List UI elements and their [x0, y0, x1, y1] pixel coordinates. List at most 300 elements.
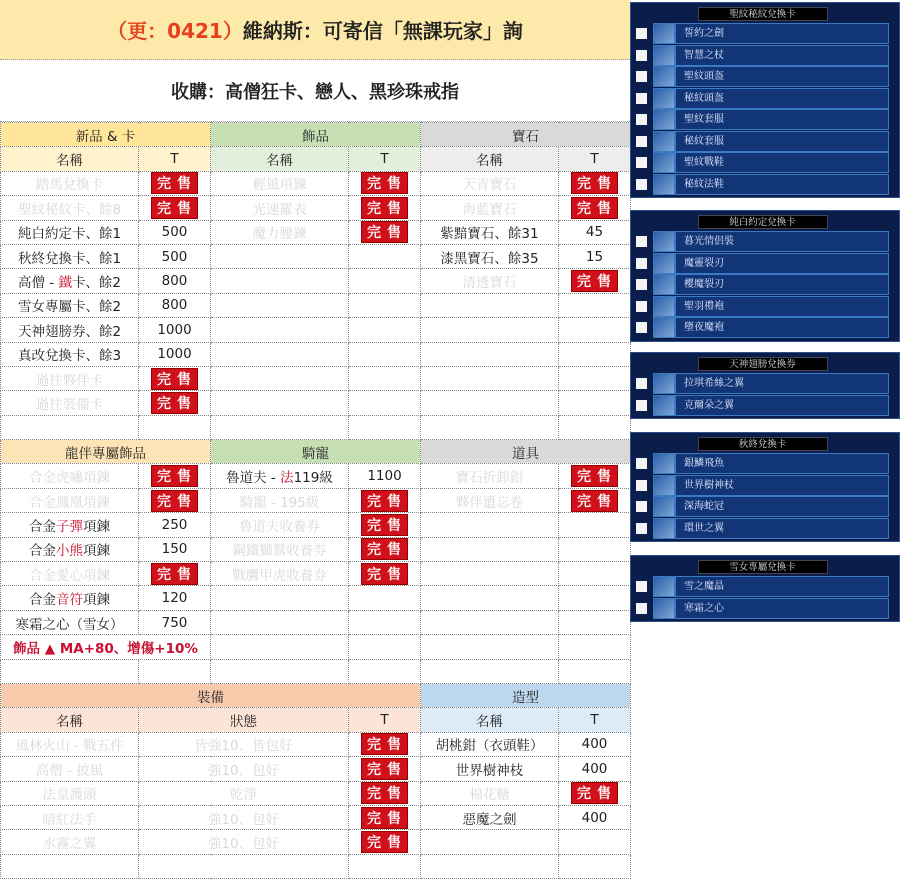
price-cell — [139, 562, 211, 586]
text-segment: 魯道夫 - — [226, 470, 281, 487]
table-row — [1, 562, 631, 586]
sold-out-stamp: 完售 — [571, 782, 618, 804]
table-cell: 海藍寶石 — [421, 196, 559, 220]
item-label: 秘紋套服 — [675, 131, 889, 152]
price-table — [0, 122, 631, 879]
table-cell: 踏馬兌換卡 — [1, 171, 139, 195]
table-cell: 純白約定卡、餘1 — [1, 220, 139, 244]
table-row — [1, 464, 631, 488]
section-header: 寶石 — [421, 123, 631, 147]
price-cell — [349, 171, 421, 195]
table-cell: 清透寶石 — [421, 269, 559, 293]
table-cell — [421, 635, 559, 659]
checkbox[interactable] — [636, 581, 647, 592]
item-icon — [653, 518, 675, 539]
column-header: T — [349, 147, 421, 171]
section-header: 新品 & 卡 — [1, 123, 211, 147]
item-label: 墮夜魔袍 — [675, 317, 889, 338]
table-cell — [211, 244, 349, 268]
exchange-item[interactable] — [636, 45, 889, 67]
table-cell: 魔力腰鍊 — [211, 220, 349, 244]
table-cell — [349, 391, 421, 415]
item-label: 櫻魔裂刃 — [675, 274, 889, 295]
table-cell: 400 — [559, 757, 631, 781]
item-icon — [653, 475, 675, 496]
checkbox[interactable] — [636, 523, 647, 534]
table-cell — [421, 659, 559, 683]
table-cell: 寒霜之心（雪女） — [1, 610, 139, 634]
text-segment: 小熊 — [56, 543, 83, 560]
item-icon — [653, 373, 675, 394]
item-icon — [653, 23, 675, 44]
table-cell: 秋終兌換卡、餘1 — [1, 244, 139, 268]
table-cell: 45 — [559, 220, 631, 244]
table-cell — [559, 854, 631, 878]
price-cell — [349, 220, 421, 244]
table-cell — [421, 586, 559, 610]
section-header-row — [1, 683, 631, 707]
table-cell: 強10、包好 — [139, 805, 349, 829]
exchange-item[interactable] — [636, 88, 889, 110]
section-header: 飾品 — [211, 123, 421, 147]
checkbox[interactable] — [636, 501, 647, 512]
table-row — [1, 805, 631, 829]
price-cell — [559, 196, 631, 220]
item-icon — [653, 274, 675, 295]
column-header-row — [1, 147, 631, 171]
item-icon — [653, 576, 675, 597]
exchange-item[interactable] — [636, 152, 889, 174]
item-icon — [653, 109, 675, 130]
table-cell — [211, 610, 349, 634]
table-cell — [139, 415, 211, 439]
item-label: 世界樹神杖 — [675, 475, 889, 496]
checkbox[interactable] — [636, 236, 647, 247]
table-cell: 過往裝備卡 — [1, 391, 139, 415]
section-header-row — [1, 123, 631, 147]
item-icon — [653, 598, 675, 619]
table-cell: 合金鳳凰項鍊 — [1, 488, 139, 512]
table-cell — [211, 318, 349, 342]
table-cell — [559, 318, 631, 342]
column-header-row — [1, 708, 631, 732]
price-cell — [559, 171, 631, 195]
table-row — [1, 757, 631, 781]
panel-title: 天神翅膀兌換券 — [698, 357, 828, 371]
exchange-item[interactable] — [636, 453, 889, 475]
sold-out-stamp: 完售 — [361, 490, 408, 512]
item-icon — [653, 453, 675, 474]
exchange-panel — [630, 2, 900, 198]
item-icon — [653, 45, 675, 66]
text-segment: 高僧 - — [17, 275, 59, 292]
table-cell: 魯道夫收養券 — [211, 513, 349, 537]
exchange-panel — [630, 555, 900, 622]
price-cell — [349, 537, 421, 561]
table-cell: 強10、包好 — [139, 757, 349, 781]
item-label: 智慧之杖 — [675, 45, 889, 66]
checkbox[interactable] — [636, 258, 647, 269]
text-segment: 項鍊 — [83, 592, 110, 609]
page-title — [0, 0, 630, 60]
table-cell: 光速羅表 — [211, 196, 349, 220]
checkbox[interactable] — [636, 301, 647, 312]
exchange-item[interactable] — [636, 395, 889, 417]
table-cell — [421, 513, 559, 537]
text-segment: 音符 — [56, 592, 83, 609]
price-cell — [349, 513, 421, 537]
table-cell — [211, 342, 349, 366]
exchange-item[interactable] — [636, 23, 889, 45]
table-cell: 暗紅法手 — [1, 805, 139, 829]
sold-out-stamp: 完售 — [571, 172, 618, 194]
panel-title: 聖紋秘紋兌換卡 — [698, 7, 828, 21]
table-row — [1, 293, 631, 317]
sold-out-stamp: 完售 — [361, 172, 408, 194]
table-cell — [559, 830, 631, 854]
table-cell — [559, 293, 631, 317]
column-header: 名稱 — [1, 708, 139, 732]
table-cell: 漆黑寶石、餘35 — [421, 244, 559, 268]
table-cell — [349, 854, 421, 878]
table-cell — [421, 830, 559, 854]
table-cell — [421, 318, 559, 342]
item-icon — [653, 174, 675, 195]
section-header: 造型 — [421, 683, 631, 707]
checkbox[interactable] — [636, 179, 647, 190]
item-icon — [653, 88, 675, 109]
exchange-item[interactable] — [636, 296, 889, 318]
exchange-item[interactable] — [636, 66, 889, 88]
table-cell — [559, 537, 631, 561]
price-cell — [139, 366, 211, 390]
exchange-item[interactable] — [636, 598, 889, 620]
table-cell: 法皇護頭 — [1, 781, 139, 805]
checkbox[interactable] — [636, 136, 647, 147]
checkbox[interactable] — [636, 480, 647, 491]
sold-out-stamp: 完售 — [361, 514, 408, 536]
sold-out-stamp: 完售 — [571, 197, 618, 219]
table-cell — [559, 391, 631, 415]
price-cell — [349, 732, 421, 756]
table-cell — [211, 635, 349, 659]
exchange-item[interactable] — [636, 109, 889, 131]
price-cell — [139, 464, 211, 488]
table-cell: 乾淨 — [139, 781, 349, 805]
table-cell — [559, 586, 631, 610]
exchange-panel — [630, 210, 900, 342]
exchange-item[interactable] — [636, 253, 889, 275]
table-cell — [1, 854, 139, 878]
table-cell: 1100 — [349, 464, 421, 488]
table-cell: 500 — [139, 244, 211, 268]
table-row — [1, 513, 631, 537]
text-segment: 子彈 — [56, 518, 83, 535]
table-cell: 天青寶石 — [421, 171, 559, 195]
table-row — [1, 659, 631, 683]
table-cell — [211, 293, 349, 317]
table-cell: 胡桃鉗（衣頭鞋） — [421, 732, 559, 756]
table-cell: 紫黯寶石、餘31 — [421, 220, 559, 244]
table-cell: 高僧 - 披風 — [1, 757, 139, 781]
column-header: 狀態 — [139, 708, 349, 732]
table-cell — [349, 318, 421, 342]
sold-out-stamp: 完售 — [151, 563, 198, 585]
text-segment: 卡、餘2 — [71, 275, 122, 292]
table-cell — [421, 562, 559, 586]
sold-out-stamp: 完售 — [151, 465, 198, 487]
section-header: 騎寵 — [211, 440, 421, 464]
checkbox[interactable] — [636, 603, 647, 614]
sold-out-stamp: 完售 — [571, 465, 618, 487]
table-cell: 750 — [139, 610, 211, 634]
table-cell: 400 — [559, 732, 631, 756]
table-cell — [559, 342, 631, 366]
table-cell — [559, 415, 631, 439]
text-segment: 鐵 — [58, 275, 72, 292]
update-date: （更：0421） — [107, 19, 243, 43]
checkbox[interactable] — [636, 400, 647, 411]
table-cell — [421, 293, 559, 317]
sold-out-stamp: 完售 — [151, 392, 198, 414]
sold-out-stamp: 完售 — [151, 172, 198, 194]
table-cell: 800 — [139, 293, 211, 317]
checkbox[interactable] — [636, 378, 647, 389]
column-header: 名稱 — [421, 708, 559, 732]
checkbox[interactable] — [636, 322, 647, 333]
table-cell: 500 — [139, 220, 211, 244]
table-cell — [349, 269, 421, 293]
price-cell — [349, 562, 421, 586]
table-cell — [349, 659, 421, 683]
table-row — [1, 830, 631, 854]
item-label: 魔靈裂刃 — [675, 253, 889, 274]
item-icon — [653, 231, 675, 252]
price-cell — [349, 757, 421, 781]
table-cell: 鋼鐵獅鷲收養券 — [211, 537, 349, 561]
price-cell — [139, 171, 211, 195]
table-row — [1, 732, 631, 756]
price-cell — [559, 269, 631, 293]
table-cell — [1, 537, 139, 561]
table-cell — [349, 342, 421, 366]
table-cell: 800 — [139, 269, 211, 293]
table-row — [1, 342, 631, 366]
column-header: 名稱 — [1, 147, 139, 171]
table-cell: 聖紋秘紋卡、餘8 — [1, 196, 139, 220]
table-cell — [421, 854, 559, 878]
checkbox[interactable] — [636, 93, 647, 104]
text-segment: 項鍊 — [83, 518, 110, 535]
panel-title: 純白約定兌換卡 — [698, 215, 828, 229]
table-cell: 棉花糖 — [421, 781, 559, 805]
table-cell — [1, 513, 139, 537]
item-icon — [653, 66, 675, 87]
sold-out-stamp: 完售 — [361, 807, 408, 829]
table-cell — [421, 415, 559, 439]
text-segment: 合金 — [29, 592, 56, 609]
table-cell: 15 — [559, 244, 631, 268]
item-icon — [653, 152, 675, 173]
table-cell — [349, 366, 421, 390]
table-cell — [1, 269, 139, 293]
table-cell — [559, 610, 631, 634]
item-icon — [653, 395, 675, 416]
table-row — [1, 854, 631, 878]
price-cell — [349, 830, 421, 854]
table-cell: 風林火山 - 戰五件 — [1, 732, 139, 756]
table-cell — [139, 659, 211, 683]
table-cell — [139, 854, 349, 878]
price-cell — [559, 488, 631, 512]
table-cell: 寶石折卸鉗 — [421, 464, 559, 488]
table-cell — [211, 415, 349, 439]
table-cell — [421, 391, 559, 415]
table-row — [1, 196, 631, 220]
exchange-item[interactable] — [636, 475, 889, 497]
table-cell — [349, 586, 421, 610]
table-cell — [349, 415, 421, 439]
column-header: T — [559, 147, 631, 171]
table-cell: 強10、包好 — [139, 830, 349, 854]
item-label: 銀鱗飛魚 — [675, 453, 889, 474]
table-cell — [1, 659, 139, 683]
item-icon — [653, 496, 675, 517]
item-label: 秘紋頭盔 — [675, 88, 889, 109]
checkbox[interactable] — [636, 50, 647, 61]
section-header: 道具 — [421, 440, 631, 464]
text-segment: 項鍊 — [83, 543, 110, 560]
table-cell — [211, 659, 349, 683]
exchange-item[interactable] — [636, 174, 889, 196]
table-cell — [211, 586, 349, 610]
price-cell — [139, 488, 211, 512]
exchange-item[interactable] — [636, 131, 889, 153]
table-cell: 騎寵 - 195級 — [211, 488, 349, 512]
column-header: T — [559, 708, 631, 732]
sold-out-stamp: 完售 — [361, 221, 408, 243]
sold-out-stamp: 完售 — [361, 538, 408, 560]
exchange-item[interactable] — [636, 231, 889, 253]
table-cell — [349, 635, 421, 659]
table-cell — [349, 293, 421, 317]
checkbox[interactable] — [636, 114, 647, 125]
item-label: 拉琪希絲之翼 — [675, 373, 889, 394]
sold-out-stamp: 完售 — [361, 733, 408, 755]
table-cell — [1, 415, 139, 439]
checkbox[interactable] — [636, 71, 647, 82]
table-cell — [349, 610, 421, 634]
checkbox[interactable] — [636, 279, 647, 290]
table-cell: 合金虎嘯項鍊 — [1, 464, 139, 488]
exchange-item[interactable] — [636, 317, 889, 339]
table-row — [1, 586, 631, 610]
checkbox[interactable] — [636, 157, 647, 168]
item-label: 深海蛇冠 — [675, 496, 889, 517]
table-cell: 真改兌換卡、餘3 — [1, 342, 139, 366]
table-cell: 400 — [559, 805, 631, 829]
table-cell: 150 — [139, 537, 211, 561]
checkbox[interactable] — [636, 458, 647, 469]
table-row — [1, 537, 631, 561]
exchange-item[interactable] — [636, 274, 889, 296]
item-label: 聖紋戰鞋 — [675, 152, 889, 173]
table-row — [1, 610, 631, 634]
price-cell — [349, 805, 421, 829]
exchange-item[interactable] — [636, 518, 889, 540]
table-row — [1, 366, 631, 390]
table-cell: 過往夥伴卡 — [1, 366, 139, 390]
table-row — [1, 781, 631, 805]
panel-title: 秋終兌換卡 — [698, 437, 828, 451]
table-cell — [1, 586, 139, 610]
item-label: 聖紋頭盔 — [675, 66, 889, 87]
table-row — [1, 244, 631, 268]
sold-out-stamp: 完售 — [151, 368, 198, 390]
exchange-panel — [630, 352, 900, 419]
column-header: 名稱 — [421, 147, 559, 171]
column-header: 名稱 — [211, 147, 349, 171]
item-icon — [653, 296, 675, 317]
table-cell — [559, 659, 631, 683]
table-cell — [559, 513, 631, 537]
text-segment: 合金 — [29, 543, 56, 560]
exchange-item[interactable] — [636, 496, 889, 518]
exchange-item[interactable] — [636, 576, 889, 598]
contact-info: 維納斯：可寄信「無課玩家」詢 — [242, 19, 523, 43]
item-label: 誓約之劍 — [675, 23, 889, 44]
table-cell — [421, 366, 559, 390]
table-cell — [349, 244, 421, 268]
sold-out-stamp: 完售 — [571, 490, 618, 512]
price-cell — [349, 196, 421, 220]
price-cell — [139, 196, 211, 220]
sold-out-stamp: 完售 — [361, 758, 408, 780]
text-segment: 合金 — [29, 518, 56, 535]
section-header: 龍伴專屬飾品 — [1, 440, 211, 464]
item-label: 克爾朵之翼 — [675, 395, 889, 416]
sold-out-stamp: 完售 — [571, 270, 618, 292]
exchange-panel — [630, 432, 900, 542]
exchange-item[interactable] — [636, 373, 889, 395]
item-label: 雪之魔晶 — [675, 576, 889, 597]
table-cell: 1000 — [139, 342, 211, 366]
checkbox[interactable] — [636, 28, 647, 39]
table-cell — [211, 366, 349, 390]
item-label: 環世之翼 — [675, 518, 889, 539]
sold-out-stamp: 完售 — [151, 490, 198, 512]
table-cell: 250 — [139, 513, 211, 537]
table-cell — [421, 537, 559, 561]
table-row — [1, 171, 631, 195]
table-cell — [559, 635, 631, 659]
table-row — [1, 220, 631, 244]
item-label: 聖紋套服 — [675, 109, 889, 130]
table-cell: 水霧之翼 — [1, 830, 139, 854]
item-label: 暮光情侶裝 — [675, 231, 889, 252]
table-cell — [211, 464, 349, 488]
table-cell: 戰鷹甲虎收養券 — [211, 562, 349, 586]
table-cell: 120 — [139, 586, 211, 610]
item-icon — [653, 317, 675, 338]
sold-out-stamp: 完售 — [151, 197, 198, 219]
text-segment: 119級 — [293, 470, 333, 487]
table-cell: 天神翅膀券、餘2 — [1, 318, 139, 342]
section-header-row — [1, 440, 631, 464]
purchase-notice: 收購：高僧狂卡、戀人、黑珍珠戒指 — [0, 60, 630, 122]
column-header: T — [349, 708, 421, 732]
table-cell — [559, 562, 631, 586]
